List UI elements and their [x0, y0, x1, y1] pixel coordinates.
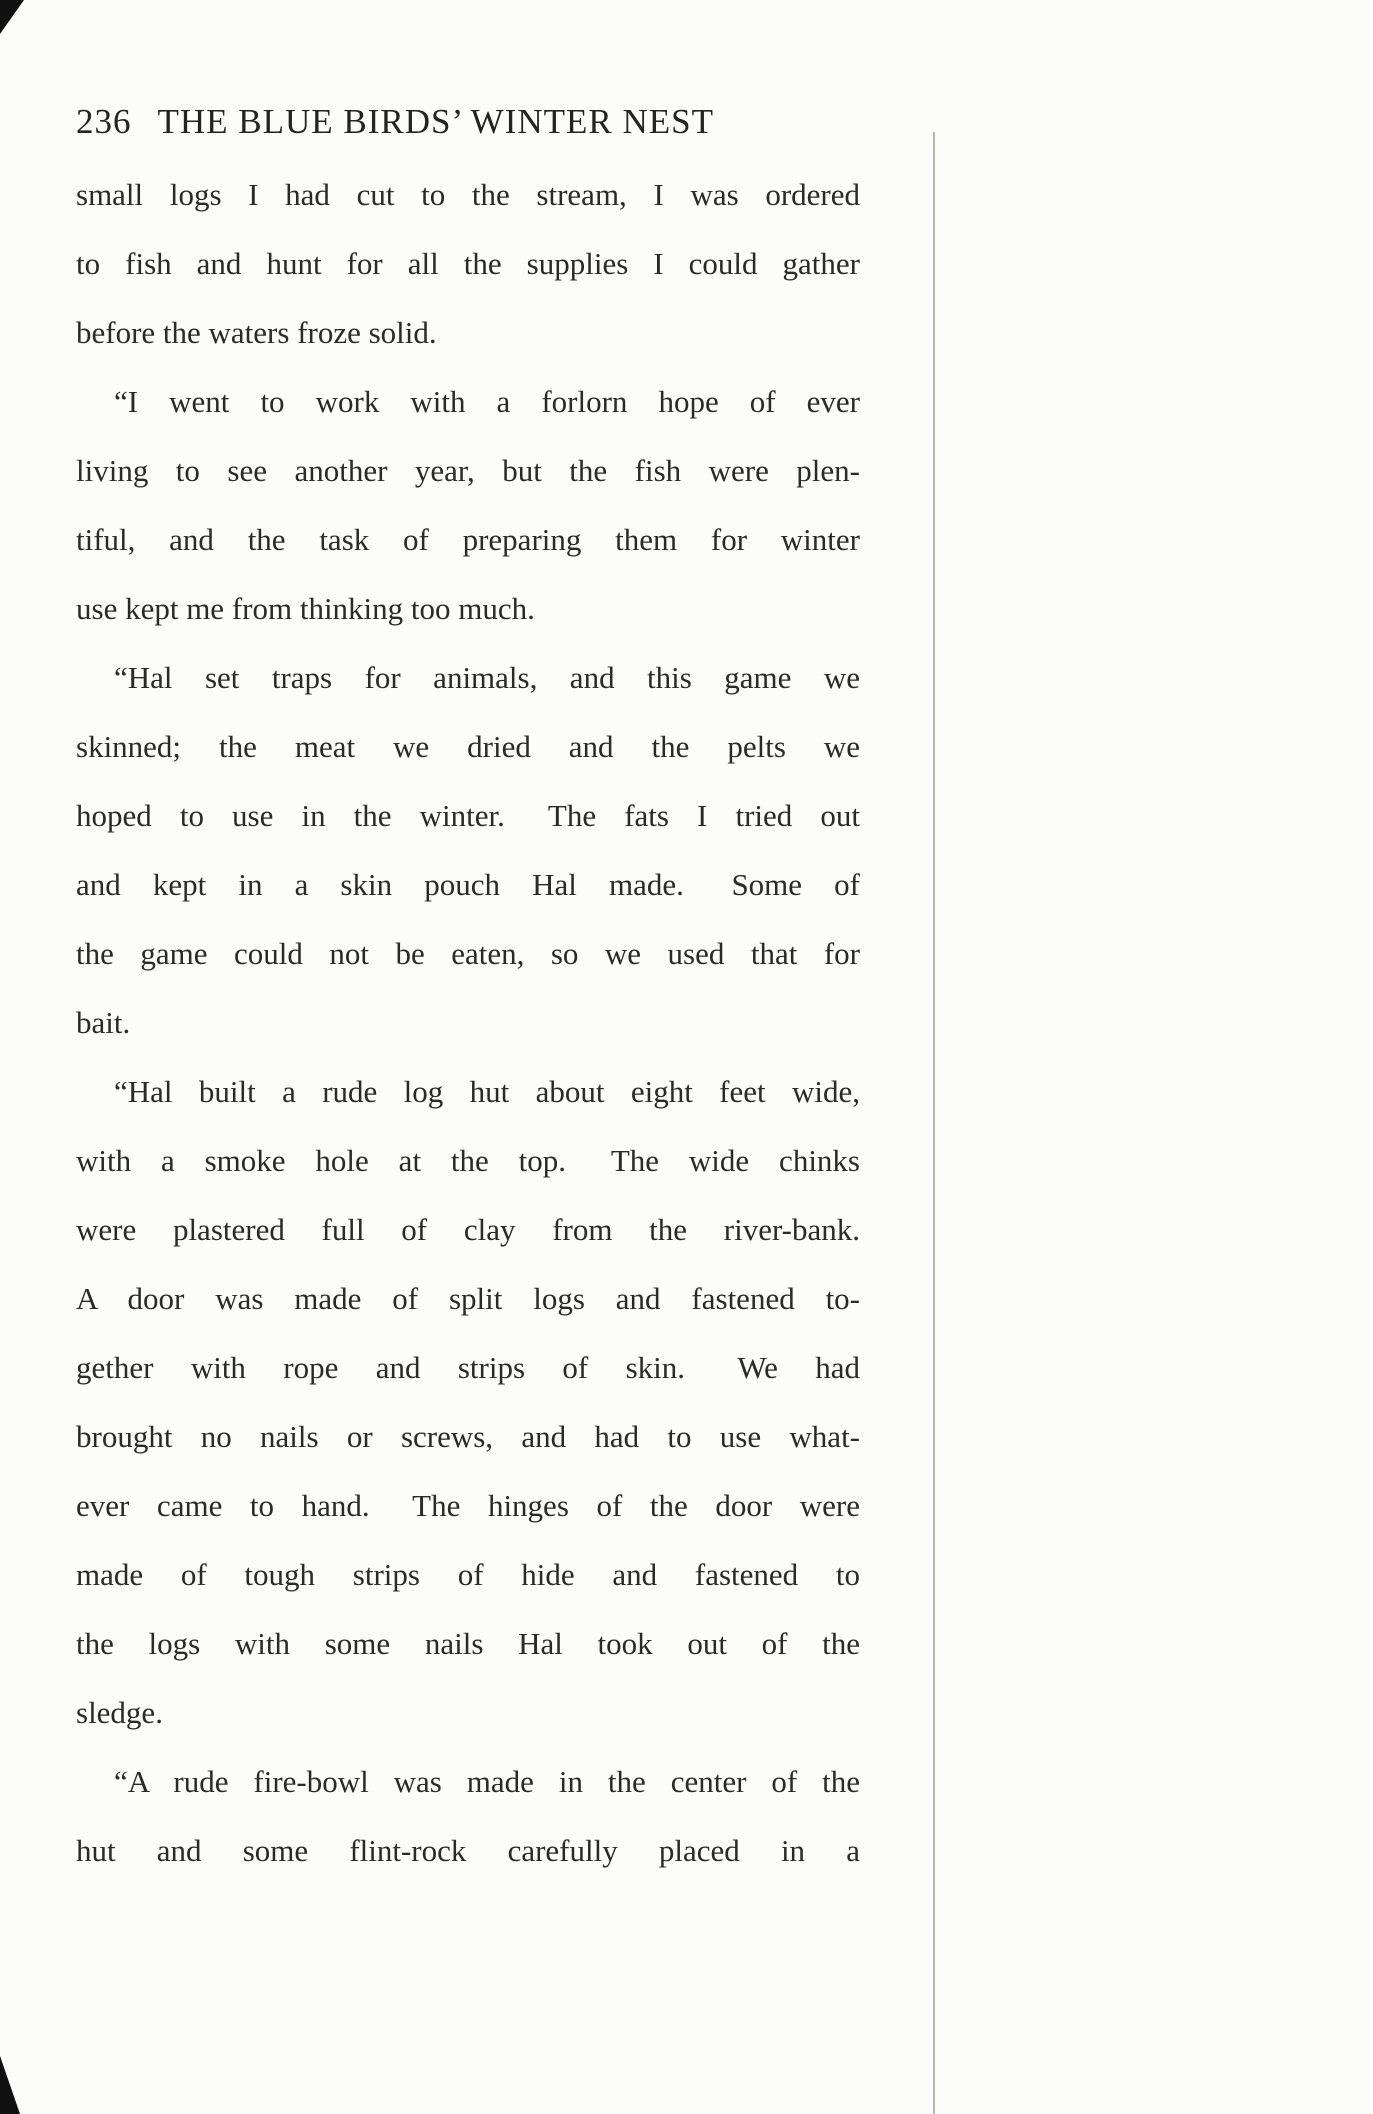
running-header [76, 102, 860, 142]
text-line: bait. [76, 1005, 131, 1040]
text-line: the game could not be eaten, so we used that for [76, 936, 860, 971]
text-line: gether with rope and strips of skin. We had [76, 1350, 860, 1385]
text-line: sledge. [76, 1695, 163, 1730]
text-line: brought no nails or screws, and had to use what- [76, 1419, 860, 1454]
text-line: the logs with some nails Hal took out of the [76, 1626, 860, 1661]
text-line: hoped to use in the winter. The fats I tried out [76, 798, 860, 833]
text-line: ever came to hand. The hinges of the door were [76, 1488, 860, 1523]
text-line: A door was made of split logs and fastened to- [76, 1281, 860, 1316]
running-title: THE BLUE BIRDS’ WINTER NEST [157, 102, 714, 141]
scan-artifact-top-left [0, 0, 24, 34]
text-line: skinned; the meat we dried and the pelts we [76, 729, 860, 764]
scan-gutter-line [933, 132, 935, 2114]
page-body [76, 160, 860, 1885]
text-line: made of tough strips of hide and fastened to [76, 1557, 860, 1592]
text-line: living to see another year, but the fish were plen- [76, 453, 860, 488]
text-line: with a smoke hole at the top. The wide chinks [76, 1143, 860, 1178]
text-block [76, 102, 860, 1885]
text-line: “Hal set traps for animals, and this game we [114, 660, 860, 695]
text-line: hut and some flint-rock carefully placed in a [76, 1833, 860, 1868]
text-line: use kept me from thinking too much. [76, 591, 535, 626]
text-line: “A rude fire-bowl was made in the center of the [114, 1764, 860, 1799]
text-line: were plastered full of clay from the river-bank. [76, 1212, 860, 1247]
text-line: small logs I had cut to the stream, I was ordered [76, 177, 860, 212]
text-line: and kept in a skin pouch Hal made. Some of [76, 867, 860, 902]
text-line: before the waters froze solid. [76, 315, 437, 350]
text-line: tiful, and the task of preparing them for winter [76, 522, 860, 557]
text-line: to fish and hunt for all the supplies I could gather [76, 246, 860, 281]
text-line: “Hal built a rude log hut about eight feet wide, [114, 1074, 860, 1109]
text-line: “I went to work with a forlorn hope of ever [114, 384, 860, 419]
page-number: 236 [76, 102, 132, 141]
scan-artifact-bottom-left [0, 2056, 20, 2114]
